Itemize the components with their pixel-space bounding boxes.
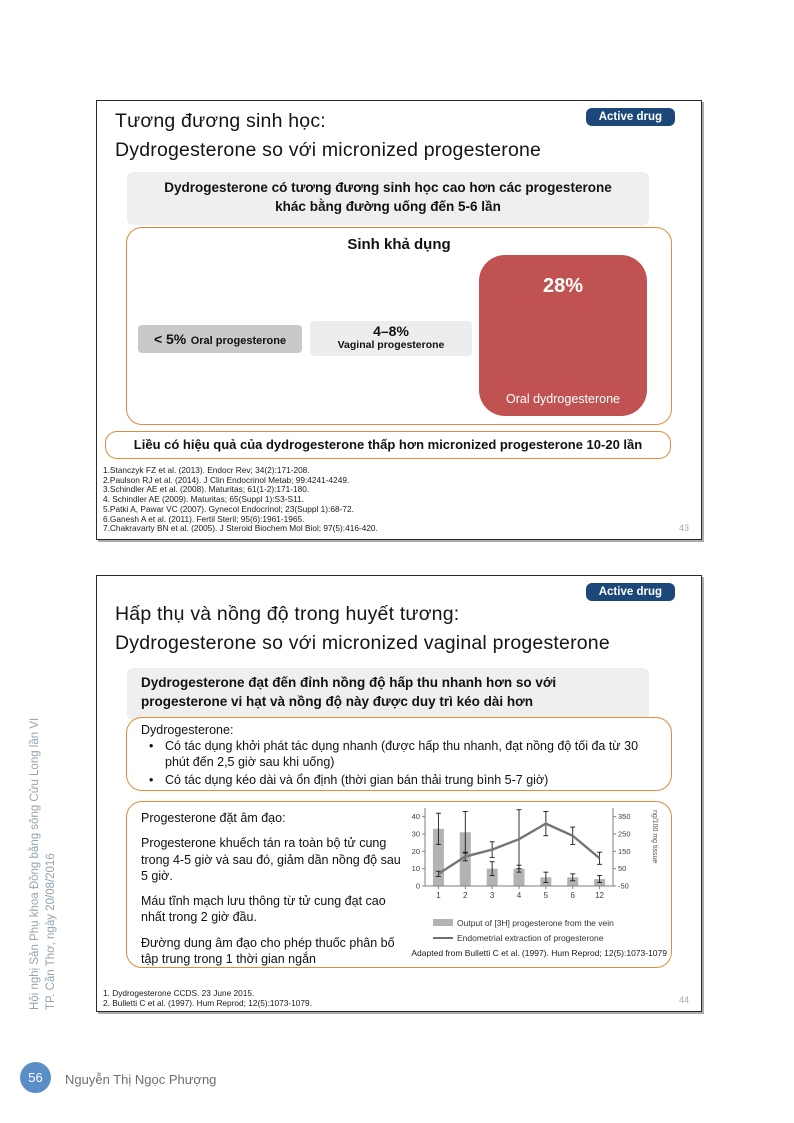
reference: 4. Schindler AE (2009). Maturitas; 65(Suppl 1):S3-S11. bbox=[103, 494, 304, 505]
slide-43-highlight-box: Dydrogesterone có tương đương sinh học cao hơn các progesterone khác bằng đường uống đến 5-6 lần bbox=[127, 172, 649, 225]
vaginal-progesterone-value: 4–8% bbox=[373, 323, 409, 339]
active-drug-badge: Active drug bbox=[586, 583, 675, 601]
slide-43-references bbox=[103, 466, 378, 534]
svg-text:5: 5 bbox=[543, 891, 549, 900]
svg-text:12: 12 bbox=[595, 891, 605, 900]
legend-row bbox=[433, 915, 669, 930]
slide-43-title-line2: Dydrogesterone so với micronized progesterone bbox=[115, 139, 542, 161]
line-series-swatch bbox=[433, 937, 453, 939]
slide-43-title bbox=[115, 107, 541, 165]
slide-44-title-line1: Hấp thụ và nồng độ trong huyết tương: bbox=[115, 603, 460, 625]
dydrogesterone-bullet-list bbox=[141, 738, 657, 788]
svg-text:-50: -50 bbox=[618, 881, 629, 891]
svg-text:0: 0 bbox=[415, 881, 420, 891]
svg-text:4: 4 bbox=[516, 891, 522, 900]
chart-source-caption: Adapted from Bulletti C et al. (1997). Hum Reprod; 12(5):1073-1079 bbox=[411, 948, 667, 958]
oral-progesterone-value: < 5% bbox=[153, 331, 187, 347]
svg-text:3: 3 bbox=[489, 891, 495, 900]
slide-44-highlight-box: Dydrogesterone đạt đến đỉnh nồng độ hấp thu nhanh hơn so với progesterone vi hạt và nồng độ này được duy trì kéo dài hơn bbox=[127, 668, 649, 720]
document-page-number-badge: 56 bbox=[20, 1062, 51, 1093]
reference: 1. Dydrogesterone CCDS. 23 June 2015. bbox=[103, 988, 255, 998]
slide-44 bbox=[96, 575, 702, 1012]
reference: 7.Chakravarty BN et al. (2005). J Steroid Biochem Mol Biol; 97(5):416-420. bbox=[103, 523, 378, 534]
reference: 2. Bulletti C et al. (1997). Hum Reprod; 12(5):1073-1079. bbox=[103, 997, 312, 1008]
svg-text:10: 10 bbox=[411, 864, 420, 874]
svg-text:150: 150 bbox=[618, 846, 631, 856]
chart-legend bbox=[433, 915, 669, 945]
dydrogesterone-box-title: Dydrogesterone: bbox=[141, 723, 234, 737]
reference: 6.Ganesh A et al. (2011). Fertil Steril; 95(6):1961-1965. bbox=[103, 513, 305, 524]
bullet-item: • Có tác dụng khởi phát tác dụng nhanh (được hấp thu nhanh, đạt nồng độ tối đa từ 30 phút đến 2,5 giờ sau khi uống) bbox=[141, 738, 657, 771]
slide-44-title bbox=[115, 600, 610, 658]
paragraph: Progesterone khuếch tán ra toàn bộ tử cung trong 4-5 giờ và sau đó, giảm dần nồng độ sau 5 giờ. bbox=[141, 836, 401, 883]
reference: 5.Patki A, Pawar VC (2007). Gynecol Endocrinol; 23(Suppl 1):68-72. bbox=[103, 503, 354, 514]
oral-dydrogesterone-bar bbox=[479, 255, 647, 416]
vaginal-progesterone-info-box bbox=[126, 801, 672, 968]
vaginal-progesterone-box-title: Progesterone đặt âm đạo: bbox=[141, 811, 286, 825]
conference-name: Hội nghị Sản Phụ khoa Đồng bằng sông Cửu Long lần VI bbox=[29, 717, 41, 1010]
paragraph: Máu tĩnh mạch lưu thông từ tử cung đạt cao nhất trong 2 giờ đầu. bbox=[141, 894, 386, 925]
vaginal-progesterone-label: Vaginal progesterone bbox=[337, 339, 445, 351]
oral-progesterone-bar bbox=[138, 325, 302, 353]
reference: 2.Paulson RJ et al. (2014). J Clin Endocrinol Metab; 99:4241-4249. bbox=[103, 474, 350, 485]
line-series-label: Endometrial extraction of progesterone bbox=[457, 932, 604, 943]
svg-text:250: 250 bbox=[618, 829, 631, 839]
svg-text:50: 50 bbox=[618, 864, 627, 874]
bioavailability-title: Sinh khả dụng bbox=[347, 236, 451, 253]
slide-43 bbox=[96, 100, 702, 540]
active-drug-badge: Active drug bbox=[586, 108, 675, 126]
progesterone-chart bbox=[407, 804, 669, 958]
svg-text:ng/100 mg tissue: ng/100 mg tissue bbox=[651, 810, 658, 864]
svg-text:40: 40 bbox=[411, 812, 420, 822]
vaginal-progesterone-text bbox=[141, 810, 405, 976]
progesterone-chart-svg bbox=[407, 804, 669, 908]
slide-44-references bbox=[103, 989, 312, 1008]
svg-text:20: 20 bbox=[411, 846, 420, 856]
bullet-item: • Có tác dụng kéo dài và ổn định (thời gian bán thải trung bình 5-7 giờ) bbox=[141, 772, 657, 788]
dydrogesterone-info-box bbox=[126, 717, 672, 791]
slide-44-page-number: 44 bbox=[678, 995, 689, 1005]
oral-progesterone-label: Oral progesterone bbox=[190, 335, 287, 347]
vaginal-progesterone-bar bbox=[310, 321, 472, 356]
slide-44-title-line2: Dydrogesterone so với micronized vaginal progesterone bbox=[115, 632, 610, 654]
oral-dydrogesterone-label: Oral dydrogesterone bbox=[506, 392, 620, 406]
svg-text:1: 1 bbox=[436, 891, 441, 900]
author-name: Nguyễn Thị Ngọc Phượng bbox=[65, 1072, 217, 1087]
bioavailability-panel bbox=[126, 227, 672, 425]
slide-43-page-number: 43 bbox=[678, 523, 689, 533]
slide-43-conclusion-box: Liều có hiệu quả của dydrogesterone thấp hơn micronized progesterone 10-20 lần bbox=[105, 431, 671, 459]
legend-row bbox=[433, 930, 669, 945]
bar-series-label: Output of [3H] progesterone from the vein bbox=[457, 917, 614, 928]
reference: 1.Stanczyk FZ et al. (2013). Endocr Rev; 34(2):171-208. bbox=[103, 465, 310, 475]
paragraph: Đường dung âm đạo cho phép thuốc phân bố tập trung trong 1 thời gian ngắn bbox=[141, 935, 395, 966]
svg-text:2: 2 bbox=[463, 891, 468, 900]
oral-dydrogesterone-value: 28% bbox=[542, 275, 584, 297]
conference-place-date: TP. Cần Thơ, ngày 20/08/2016 bbox=[45, 853, 57, 1010]
conference-sidebar-note bbox=[27, 710, 59, 1010]
bar-series-swatch bbox=[433, 919, 453, 926]
svg-text:30: 30 bbox=[411, 829, 420, 839]
svg-text:6: 6 bbox=[570, 891, 575, 900]
svg-text:350: 350 bbox=[618, 812, 631, 822]
reference: 3.Schindler AE et al. (2008). Maturitas; 61(1-2):171-180. bbox=[103, 484, 310, 495]
slide-43-title-line1: Tương đương sinh học: bbox=[115, 110, 326, 132]
